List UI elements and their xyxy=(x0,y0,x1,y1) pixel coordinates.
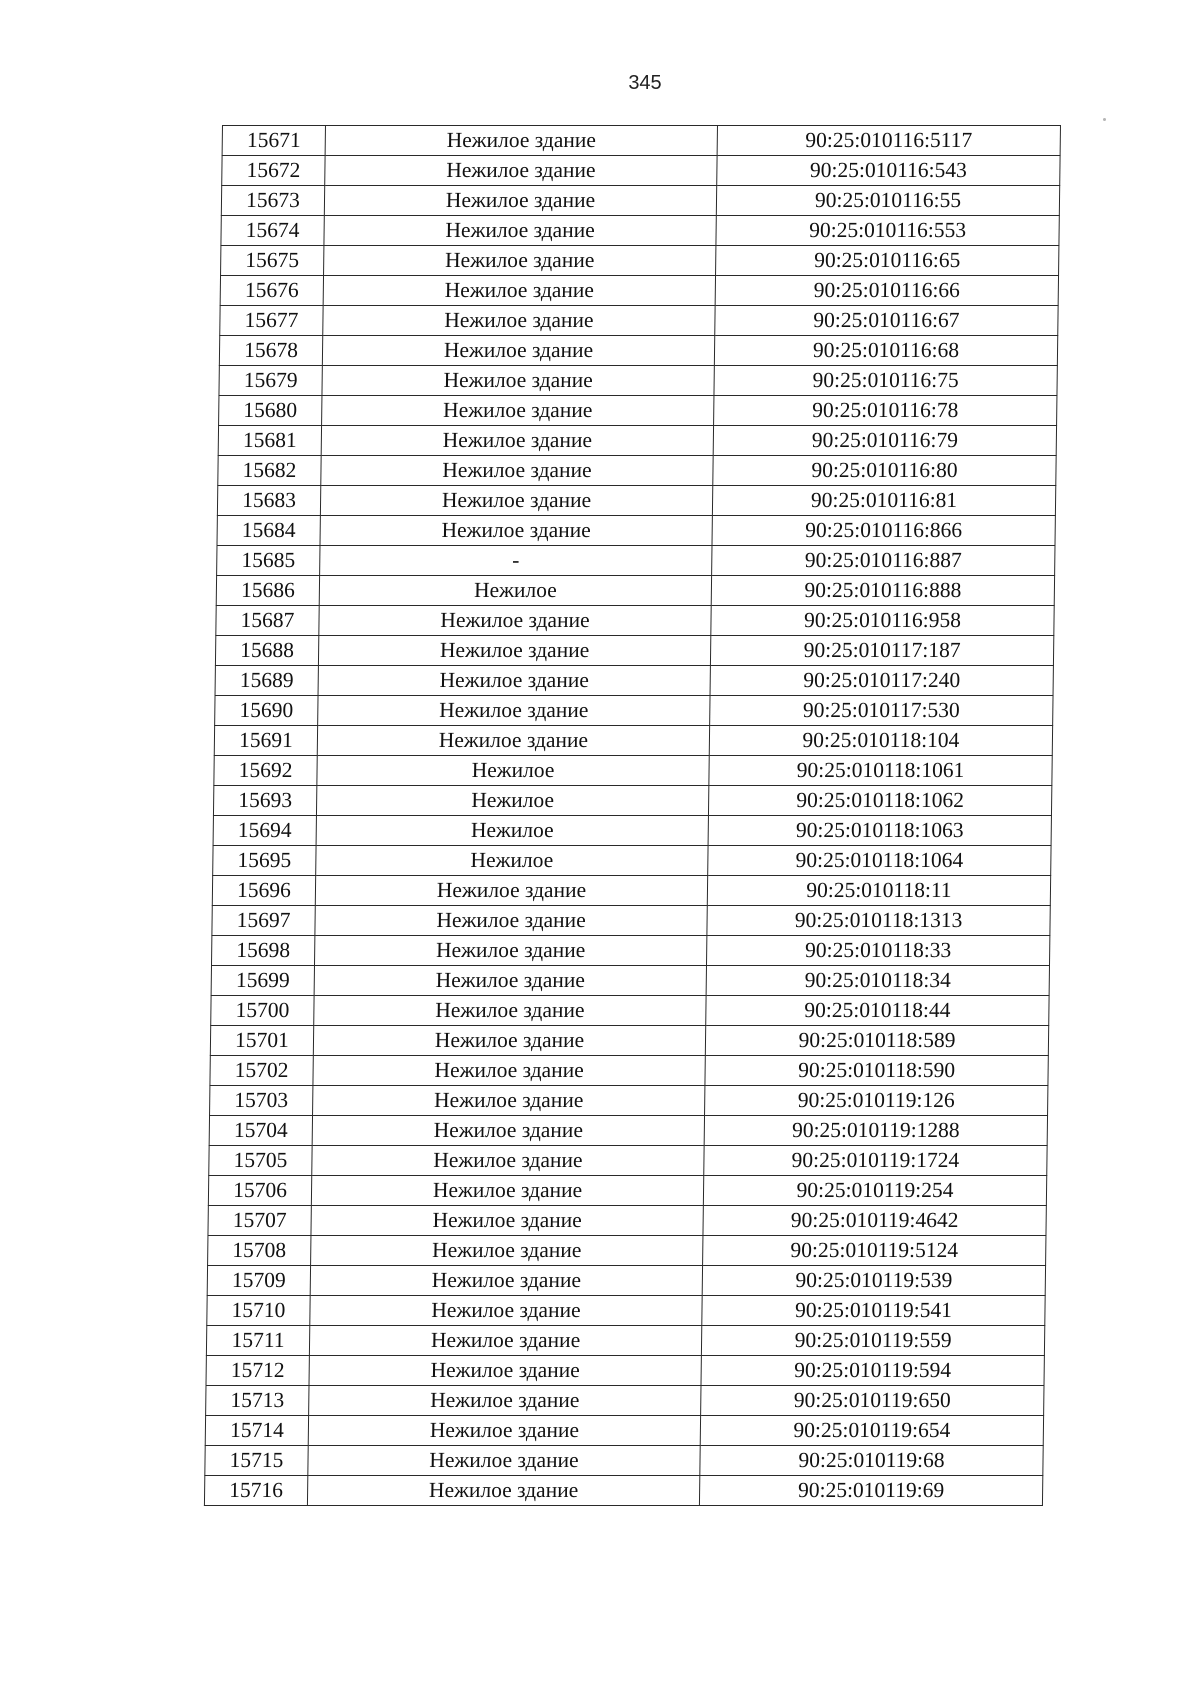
row-number-cell: 15699 xyxy=(211,966,314,996)
cadastral-number-cell: 90:25:010116:79 xyxy=(713,426,1056,456)
object-name-cell: Нежилое здание xyxy=(315,876,707,906)
cadastral-number-cell: 90:25:010118:44 xyxy=(706,996,1049,1026)
cadastral-number-cell: 90:25:010116:5117 xyxy=(717,126,1060,156)
cadastral-number-cell: 90:25:010119:654 xyxy=(700,1416,1043,1446)
row-number-cell: 15698 xyxy=(211,936,314,966)
row-number-cell: 15707 xyxy=(208,1206,311,1236)
row-number-cell: 15691 xyxy=(214,726,317,756)
object-name-cell: Нежилое здание xyxy=(323,276,715,306)
object-name-cell: Нежилое здание xyxy=(312,1146,704,1176)
cadastral-number-cell: 90:25:010119:254 xyxy=(703,1176,1046,1206)
table-row xyxy=(217,486,1055,516)
row-number-cell: 15705 xyxy=(209,1146,312,1176)
table-row xyxy=(213,786,1051,816)
table-row xyxy=(205,1416,1043,1446)
row-number-cell: 15716 xyxy=(204,1476,307,1506)
row-number-cell: 15679 xyxy=(219,366,322,396)
object-name-cell: Нежилое здание xyxy=(312,1116,704,1146)
cadastral-number-cell: 90:25:010118:1061 xyxy=(709,756,1052,786)
row-number-cell: 15712 xyxy=(206,1356,309,1386)
object-name-cell: Нежилое здание xyxy=(323,306,715,336)
cadastral-number-cell: 90:25:010117:240 xyxy=(710,666,1053,696)
cadastral-number-cell: 90:25:010118:1063 xyxy=(708,816,1051,846)
object-name-cell: Нежилое здание xyxy=(314,966,706,996)
cadastral-number-cell: 90:25:010118:34 xyxy=(706,966,1049,996)
table-row xyxy=(206,1386,1044,1416)
object-name-cell: Нежилое здание xyxy=(313,1056,705,1086)
row-number-cell: 15709 xyxy=(207,1266,310,1296)
cadastral-number-cell: 90:25:010116:78 xyxy=(714,396,1057,426)
cadastral-number-cell: 90:25:010116:81 xyxy=(712,486,1055,516)
table-row xyxy=(221,246,1059,276)
row-number-cell: 15687 xyxy=(216,606,319,636)
cadastral-number-cell: 90:25:010119:539 xyxy=(702,1266,1045,1296)
table-row xyxy=(218,456,1056,486)
row-number-cell: 15681 xyxy=(218,426,321,456)
row-number-cell: 15700 xyxy=(211,996,314,1026)
cadastral-number-cell: 90:25:010119:541 xyxy=(702,1296,1045,1326)
row-number-cell: 15684 xyxy=(217,516,320,546)
table-row xyxy=(220,276,1058,306)
object-name-cell: Нежилое здание xyxy=(321,456,713,486)
object-name-cell: Нежилое здание xyxy=(324,186,716,216)
cadastral-number-cell: 90:25:010117:530 xyxy=(710,696,1053,726)
object-name-cell: Нежилое здание xyxy=(320,516,712,546)
row-number-cell: 15685 xyxy=(217,546,320,576)
table-row xyxy=(222,156,1060,186)
table-row xyxy=(219,336,1057,366)
object-name-cell: Нежилое здание xyxy=(321,426,713,456)
row-number-cell: 15672 xyxy=(222,156,325,186)
table-row xyxy=(217,516,1055,546)
object-name-cell: Нежилое здание xyxy=(319,606,711,636)
table-row xyxy=(222,126,1060,156)
table-row xyxy=(214,726,1052,756)
row-number-cell: 15671 xyxy=(222,126,325,156)
row-number-cell: 15693 xyxy=(213,786,316,816)
cadastral-number-cell: 90:25:010116:888 xyxy=(711,576,1054,606)
cadastral-number-cell: 90:25:010118:590 xyxy=(705,1056,1048,1086)
row-number-cell: 15696 xyxy=(212,876,315,906)
object-name-cell: Нежилое здание xyxy=(317,726,709,756)
object-name-cell: Нежилое здание xyxy=(318,636,710,666)
object-name-cell: Нежилое здание xyxy=(322,366,714,396)
cadastral-number-cell: 90:25:010116:866 xyxy=(712,516,1055,546)
row-number-cell: 15677 xyxy=(220,306,323,336)
object-name-cell: Нежилое здание xyxy=(310,1296,702,1326)
row-number-cell: 15682 xyxy=(218,456,321,486)
cadastral-number-cell: 90:25:010119:1724 xyxy=(704,1146,1047,1176)
table-row xyxy=(210,1056,1048,1086)
object-name-cell: Нежилое здание xyxy=(314,936,706,966)
cadastral-number-cell: 90:25:010118:589 xyxy=(705,1026,1048,1056)
cadastral-number-cell: 90:25:010116:75 xyxy=(714,366,1057,396)
table-row xyxy=(214,756,1052,786)
object-name-cell: Нежилое здание xyxy=(309,1356,701,1386)
cadastral-number-cell: 90:25:010118:104 xyxy=(709,726,1052,756)
table-row xyxy=(221,216,1059,246)
object-name-cell: Нежилое здание xyxy=(322,336,714,366)
row-number-cell: 15697 xyxy=(212,906,315,936)
object-name-cell: Нежилое здание xyxy=(309,1386,701,1416)
table-row xyxy=(213,846,1051,876)
table-row xyxy=(210,1086,1048,1116)
row-number-cell: 15701 xyxy=(210,1026,313,1056)
object-name-cell: Нежилое здание xyxy=(325,156,717,186)
cadastral-number-cell: 90:25:010116:68 xyxy=(714,336,1057,366)
object-name-cell: Нежилое здание xyxy=(324,246,716,276)
table-row xyxy=(218,426,1056,456)
row-number-cell: 15689 xyxy=(215,666,318,696)
table-row xyxy=(211,966,1049,996)
row-number-cell: 15692 xyxy=(214,756,317,786)
cadastral-number-cell: 90:25:010119:126 xyxy=(705,1086,1048,1116)
row-number-cell: 15683 xyxy=(217,486,320,516)
object-name-cell: Нежилое здание xyxy=(318,666,710,696)
table-row xyxy=(219,396,1057,426)
cadastral-number-cell: 90:25:010116:543 xyxy=(717,156,1060,186)
object-name-cell: Нежилое здание xyxy=(324,216,716,246)
cadastral-number-cell: 90:25:010119:594 xyxy=(701,1356,1044,1386)
cadastral-number-cell: 90:25:010119:69 xyxy=(699,1476,1042,1506)
object-name-cell: Нежилое здание xyxy=(310,1266,702,1296)
table-row xyxy=(215,696,1053,726)
cadastral-number-cell: 90:25:010119:650 xyxy=(701,1386,1044,1416)
table-row xyxy=(208,1176,1046,1206)
row-number-cell: 15715 xyxy=(205,1446,308,1476)
row-number-cell: 15686 xyxy=(216,576,319,606)
table-row xyxy=(219,366,1057,396)
cadastral-number-cell: 90:25:010116:553 xyxy=(716,216,1059,246)
object-name-cell: Нежилое xyxy=(317,756,709,786)
row-number-cell: 15688 xyxy=(215,636,318,666)
row-number-cell: 15708 xyxy=(208,1236,311,1266)
object-name-cell: Нежилое здание xyxy=(308,1446,700,1476)
object-name-cell: Нежилое здание xyxy=(309,1326,701,1356)
table-row xyxy=(212,876,1050,906)
table-row xyxy=(216,606,1054,636)
object-name-cell: Нежилое здание xyxy=(322,396,714,426)
object-name-cell: Нежилое xyxy=(319,576,711,606)
object-name-cell: Нежилое здание xyxy=(320,486,712,516)
object-name-cell: Нежилое здание xyxy=(315,906,707,936)
row-number-cell: 15680 xyxy=(219,396,322,426)
cadastral-number-cell: 90:25:010119:5124 xyxy=(703,1236,1046,1266)
table-row xyxy=(211,996,1049,1026)
table-row xyxy=(216,576,1054,606)
object-name-cell: Нежилое здание xyxy=(313,1086,705,1116)
cadastral-number-cell: 90:25:010116:887 xyxy=(712,546,1055,576)
cadastral-number-cell: 90:25:010116:958 xyxy=(711,606,1054,636)
row-number-cell: 15706 xyxy=(208,1176,311,1206)
object-name-cell: Нежилое здание xyxy=(318,696,710,726)
object-name-cell: Нежилое здание xyxy=(307,1476,699,1506)
row-number-cell: 15690 xyxy=(215,696,318,726)
table-row xyxy=(215,636,1053,666)
object-name-cell: Нежилое здание xyxy=(314,996,706,1026)
table-row xyxy=(208,1236,1046,1266)
cadastral-number-cell: 90:25:010119:559 xyxy=(701,1326,1044,1356)
object-name-cell: Нежилое здание xyxy=(311,1176,703,1206)
table-row xyxy=(209,1116,1047,1146)
registry-table-body xyxy=(204,126,1060,1506)
table-row xyxy=(211,936,1049,966)
cadastral-number-cell: 90:25:010118:1313 xyxy=(707,906,1050,936)
row-number-cell: 15673 xyxy=(221,186,324,216)
object-name-cell: Нежилое xyxy=(316,786,708,816)
cadastral-number-cell: 90:25:010116:67 xyxy=(715,306,1058,336)
table-row xyxy=(208,1206,1046,1236)
table-row xyxy=(217,546,1055,576)
cadastral-number-cell: 90:25:010116:55 xyxy=(716,186,1059,216)
row-number-cell: 15674 xyxy=(221,216,324,246)
table-row xyxy=(210,1026,1048,1056)
row-number-cell: 15710 xyxy=(207,1296,310,1326)
cadastral-number-cell: 90:25:010119:4642 xyxy=(703,1206,1046,1236)
table-row xyxy=(220,306,1058,336)
object-name-cell: Нежилое xyxy=(316,846,708,876)
table-row xyxy=(207,1296,1045,1326)
scan-speck xyxy=(1103,118,1106,121)
table-row xyxy=(209,1146,1047,1176)
cadastral-number-cell: 90:25:010118:11 xyxy=(707,876,1050,906)
table-row xyxy=(215,666,1053,696)
cadastral-number-cell: 90:25:010118:1064 xyxy=(708,846,1051,876)
object-name-cell: Нежилое здание xyxy=(311,1236,703,1266)
row-number-cell: 15711 xyxy=(206,1326,309,1356)
cadastral-number-cell: 90:25:010118:1062 xyxy=(708,786,1051,816)
object-name-cell: Нежилое xyxy=(316,816,708,846)
table-row xyxy=(206,1356,1044,1386)
cadastral-number-cell: 90:25:010119:1288 xyxy=(704,1116,1047,1146)
row-number-cell: 15713 xyxy=(206,1386,309,1416)
cadastral-number-cell: 90:25:010117:187 xyxy=(710,636,1053,666)
row-number-cell: 15694 xyxy=(213,816,316,846)
object-name-cell: Нежилое здание xyxy=(313,1026,705,1056)
row-number-cell: 15703 xyxy=(210,1086,313,1116)
table-row xyxy=(207,1266,1045,1296)
table-row xyxy=(205,1446,1043,1476)
cadastral-number-cell: 90:25:010116:66 xyxy=(715,276,1058,306)
table-row xyxy=(212,906,1050,936)
row-number-cell: 15714 xyxy=(205,1416,308,1446)
property-registry-table xyxy=(204,125,1061,1506)
row-number-cell: 15704 xyxy=(209,1116,312,1146)
row-number-cell: 15702 xyxy=(210,1056,313,1086)
table-row xyxy=(213,816,1051,846)
table-row xyxy=(206,1326,1044,1356)
table-row xyxy=(221,186,1059,216)
cadastral-number-cell: 90:25:010116:65 xyxy=(716,246,1059,276)
table-row xyxy=(204,1476,1042,1506)
cadastral-number-cell: 90:25:010116:80 xyxy=(713,456,1056,486)
row-number-cell: 15676 xyxy=(220,276,323,306)
object-name-cell: Нежилое здание xyxy=(325,126,717,156)
row-number-cell: 15675 xyxy=(221,246,324,276)
cadastral-number-cell: 90:25:010118:33 xyxy=(706,936,1049,966)
row-number-cell: 15678 xyxy=(219,336,322,366)
object-name-cell: - xyxy=(320,546,712,576)
object-name-cell: Нежилое здание xyxy=(311,1206,703,1236)
row-number-cell: 15695 xyxy=(213,846,316,876)
page-number: 345 xyxy=(628,72,662,94)
cadastral-number-cell: 90:25:010119:68 xyxy=(700,1446,1043,1476)
object-name-cell: Нежилое здание xyxy=(308,1416,700,1446)
